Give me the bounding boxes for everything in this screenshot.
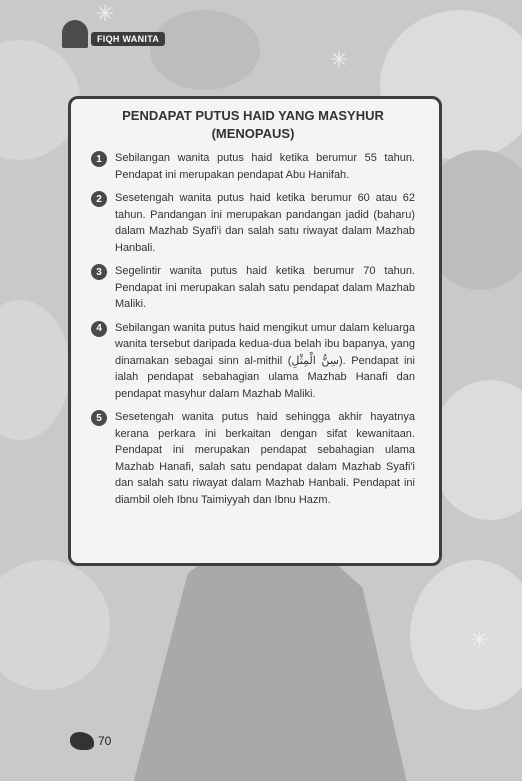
item-text: Sebilangan wanita putus haid ketika berumur 55 tahun. Pendapat ini merupakan pendapat Abu Hanifah. <box>115 152 415 181</box>
sparkle-icon: ✳ <box>470 628 489 653</box>
page-number: 70 <box>98 734 112 748</box>
item-text: Segelintir wanita putus haid ketika berumur 70 tahun. Pendapat ini merupakan salah satu pendapat dalam Mazhab Maliki. <box>115 265 415 310</box>
item-number-badge: 5 <box>91 410 107 426</box>
info-card <box>68 96 442 566</box>
item-text: Sebilangan wanita putus haid mengikut umur dalam keluarga wanita tersebut daripada kedua-dua belah ibu bapanya, yang dinamakan sebagai sinn al-mithil (سِنُّ الْمِثْلِ). Pendapat ini ialah pendapat sebahagian ulama Mazhab Hanafi dan pendapat masyhur dalam Mazhab Maliki. <box>115 321 415 400</box>
decorative-leaf-icon <box>70 732 94 750</box>
card-title-line1: PENDAPAT PUTUS HAID YANG MASYHUR <box>122 108 384 123</box>
card-title-line2: (MENOPAUS) <box>211 126 295 141</box>
list-item <box>91 263 415 313</box>
list-item <box>91 150 415 183</box>
hijab-woman-icon <box>62 20 88 48</box>
page-footer <box>70 732 111 750</box>
item-number-badge: 1 <box>91 151 107 167</box>
background-flower <box>150 10 260 90</box>
background-flower <box>0 560 110 690</box>
sparkle-icon: ✳ <box>96 2 115 27</box>
background-flower <box>410 560 522 710</box>
sparkle-icon: ✳ <box>330 48 349 73</box>
item-number-badge: 2 <box>91 191 107 207</box>
card-title <box>91 107 415 143</box>
item-text: Sesetengah wanita putus haid ketika berumur 60 atau 62 tahun. Pandangan ini merupakan pandangan jadid (baharu) dalam Mazhab Syafi'i dan salah satu riwayat dalam Mazhab Hanbali. <box>115 192 415 254</box>
item-number-badge: 4 <box>91 321 107 337</box>
list-item <box>91 320 415 403</box>
list-item <box>91 190 415 256</box>
item-text: Sesetengah wanita putus haid sehingga akhir hayatnya kerana perkara ini berkaitan dengan sifat kewanitaan. Pendapat ini merupakan pendapat sebahagian ulama Mazhab Hanafi, salah satu pendapat dalam Mazhab Syafi'i dan salah satu riwayat dalam Mazhab Hanbali. Pendapat ini diambil oleh Ibnu Taimiyyah dan Ibnu Hazm. <box>115 411 415 506</box>
list-item <box>91 409 415 508</box>
background-flower <box>0 300 70 440</box>
item-number-badge: 3 <box>91 264 107 280</box>
book-header <box>62 20 165 48</box>
background-flower <box>430 380 522 520</box>
section-badge: FIQH WANITA <box>91 32 165 46</box>
